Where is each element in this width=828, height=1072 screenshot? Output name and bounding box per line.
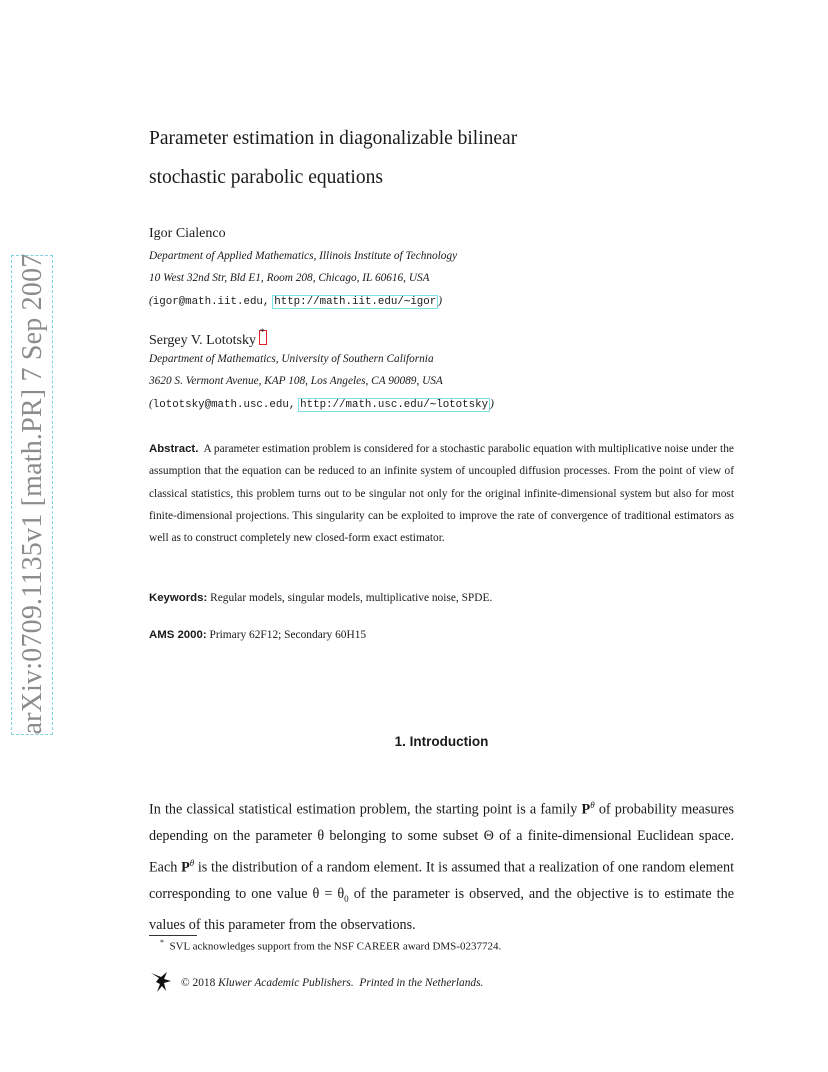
author-2-email: lototsky@math.usc.edu,: [152, 399, 296, 411]
author-1-url-link[interactable]: http://math.iit.edu/∼igor: [274, 296, 437, 308]
footnote-text: SVL acknowledges support from the NSF CAREER award DMS-0237724.: [169, 940, 502, 953]
author-2-address: 3620 S. Vermont Avenue, KAP 108, Los Angeles, CA 90089, USA: [149, 375, 443, 387]
abstract: [149, 438, 734, 549]
footnote: [160, 938, 501, 953]
intro-text-2: of probability measures depending on the parameter θ belonging to some subset Θ of a finite-dimensional Euclidean space. Each: [149, 801, 735, 876]
section-heading-introduction: 1. Introduction: [394, 734, 489, 749]
arxiv-identifier[interactable]: arXiv:0709.1135v1 [math.PR] 7 Sep 2007: [17, 253, 48, 735]
author-1-address: 10 West 32nd Str, Bld E1, Room 208, Chicago, IL 60616, USA: [149, 272, 430, 284]
intro-text-4: of the parameter is observed, and the objective is to estimate the values of this parameter from the observations.: [149, 885, 735, 934]
kluwer-logo-icon: [149, 970, 173, 994]
keywords-text: Regular models, singular models, multiplicative noise, SPDE.: [210, 592, 493, 604]
author-2-contact: (lototsky@math.usc.edu, http://math.usc.edu/∼lototsky ): [149, 398, 494, 411]
ams-classification: [149, 629, 366, 641]
author-1-name: Igor Cialenco: [149, 226, 226, 241]
paper-title-line-1: Parameter estimation in diagonalizable bilinear: [149, 128, 518, 149]
abstract-label: Abstract.: [149, 443, 199, 455]
author-1-email: igor@math.iit.edu,: [152, 296, 270, 308]
footnote-mark: *: [259, 327, 265, 337]
keywords: [149, 592, 492, 604]
publisher-name: Kluwer Academic Publishers.: [218, 977, 354, 989]
publisher-line: [149, 970, 483, 994]
footnote-rule: [149, 935, 197, 936]
printed-in: Printed in the Netherlands.: [359, 977, 484, 989]
introduction-paragraph: In the classical statistical estimation problem, the starting point is a family $P^\theta$ of probability measures depending on the parameter θ belonging to some subset Θ of a finite-dimensional Euclidean space. Each $P^\theta$ is the distribution of a random element. It is assumed that a realization of one random element corresponding to one value $\theta = \theta_0$ of the parameter is observed, and the objective is to estimate the values of this parameter from the observations.: [149, 800, 735, 934]
abstract-text: A parameter estimation problem is considered for a stochastic parabolic equation with multiplicative noise under the assumption that the equation can be reduced to an infinite system of uncoupled diffusion processes. From the point of view of classical statistics, this problem turns out to be singular not only for the original infinite-dimensional system but also for most finite-dimensional projections. This singularity can be exploited to improve the rate of convergence of traditional estimators as well as to construct completely new closed-form exact estimator.: [149, 443, 734, 545]
author-2-name-line: [149, 327, 267, 349]
copyright: © 2018: [181, 977, 216, 989]
footnote-marker: *: [160, 938, 164, 947]
paper-title-line-2: stochastic parabolic equations: [149, 167, 383, 188]
keywords-label: Keywords:: [149, 592, 208, 604]
author-1-department: Department of Applied Mathematics, Illinois Institute of Technology: [149, 250, 458, 262]
intro-text-3: is the distribution of a random element. It is assumed that a realization of one random element corresponding to one value θ = θ: [149, 859, 735, 902]
author-1-contact: (igor@math.iit.edu, http://math.iit.edu/∼igor ): [149, 295, 443, 308]
author-2-name: Sergey V. Lototsky: [149, 333, 256, 348]
author-2-url-link[interactable]: http://math.usc.edu/∼lototsky: [300, 399, 489, 411]
author-2-department: Department of Mathematics, University of Southern California: [149, 353, 434, 365]
footnote-link[interactable]: [259, 327, 267, 345]
ams-label: AMS 2000:: [149, 629, 207, 641]
intro-text-1: In the classical statistical estimation problem, the starting point is a family: [149, 801, 578, 818]
ams-text: Primary 62F12; Secondary 60H15: [209, 629, 367, 641]
